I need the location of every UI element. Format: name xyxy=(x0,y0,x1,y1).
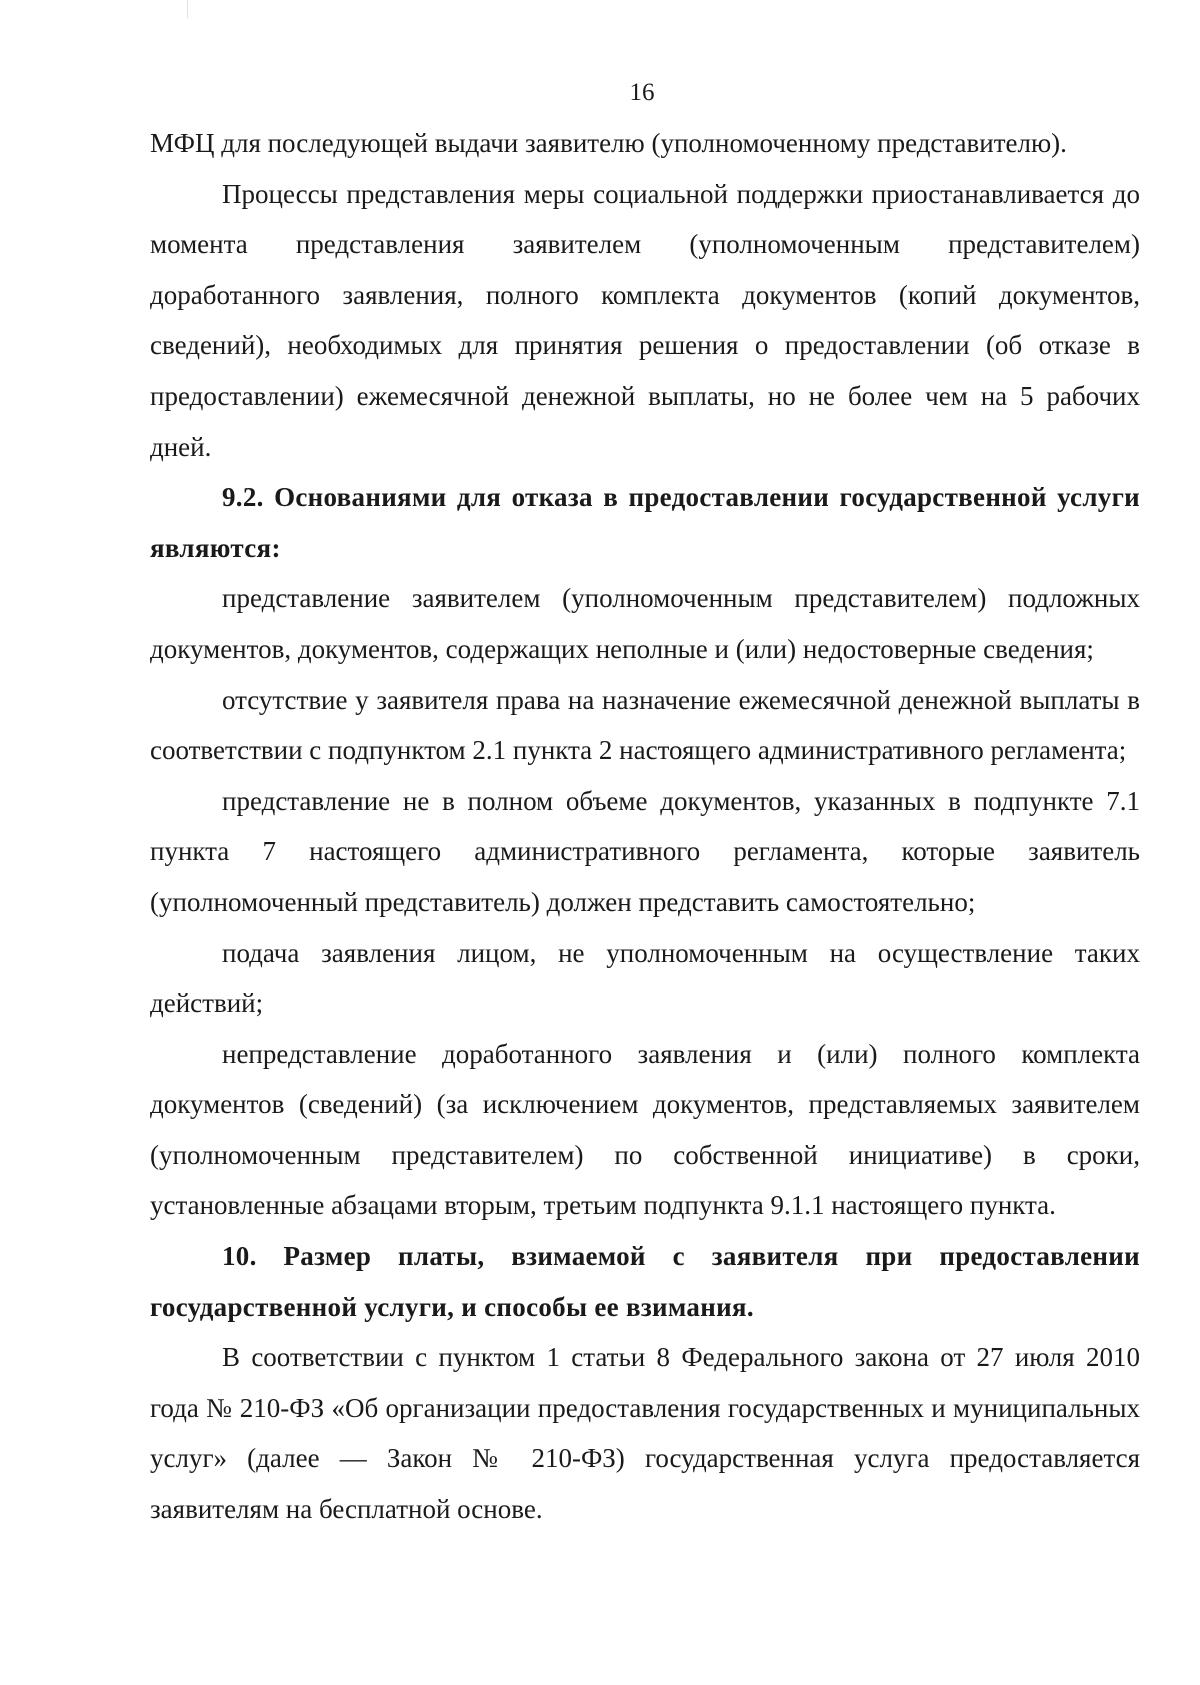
page-number: 16 xyxy=(629,79,655,106)
paragraph-continuation: МФЦ для последующей выдачи заявителю (уполномоченному представителю). xyxy=(150,128,1067,158)
document-body xyxy=(150,118,1140,1535)
list-item-no-revised-application: непредставление доработанного заявления и (или) полного комплекта документов (сведений) (за исключением документов, представляемых заявителем (уполномоченным представителем) по собственной инициативе) в сроки, установленные абзацами вторым, третьим подпункта 9.1.1 настоящего пункта. xyxy=(150,1038,1140,1221)
heading-9-2-refusal-grounds: 9.2. Основаниями для отказа в предоставлении государственной услуги являются: xyxy=(150,482,1140,563)
scan-edge-mark xyxy=(187,0,188,18)
paragraph-free-of-charge: В соответствии с пунктом 1 статьи 8 Федерального закона от 27 июля 2010 года № 210-ФЗ «Об организации предоставления государственных и муниципальных услуг» (далее — Закон № 210-ФЗ) государственная услуга предоставляется заявителям на бесплатной основе. xyxy=(150,1342,1140,1525)
paragraph-suspension-process: Процессы представления меры социальной поддержки приостанавливается до момента представления заявителем (уполномоченным представителем) доработанного заявления, полного комплекта документов (копий документов, сведений), необходимых для принятия решения о предоставлении (об отказе в предоставлении) ежемесячной денежной выплаты, но не более чем на 5 рабочих дней. xyxy=(150,178,1140,462)
list-item-unauthorized-person: подача заявления лицом, не уполномоченным на осуществление таких действий; xyxy=(150,937,1140,1019)
list-item-incomplete-documents: представление не в полном объеме документов, указанных в подпункте 7.1 пункта 7 настоящего административного регламента, которые заявитель (уполномоченный представитель) должен представить самостоятельно; xyxy=(150,785,1140,917)
list-item-no-right: отсутствие у заявителя права на назначение ежемесячной денежной выплаты в соответствии с подпунктом 2.1 пункта 2 настоящего административного регламента; xyxy=(150,684,1140,766)
heading-10-fee: 10. Размер платы, взимаемой с заявителя при предоставлении государственной услуги, и способы ее взимания. xyxy=(150,1241,1140,1322)
list-item-forged-documents: представление заявителем (уполномоченным представителем) подложных документов, документов, содержащих неполные и (или) недостоверные сведения; xyxy=(150,583,1140,664)
